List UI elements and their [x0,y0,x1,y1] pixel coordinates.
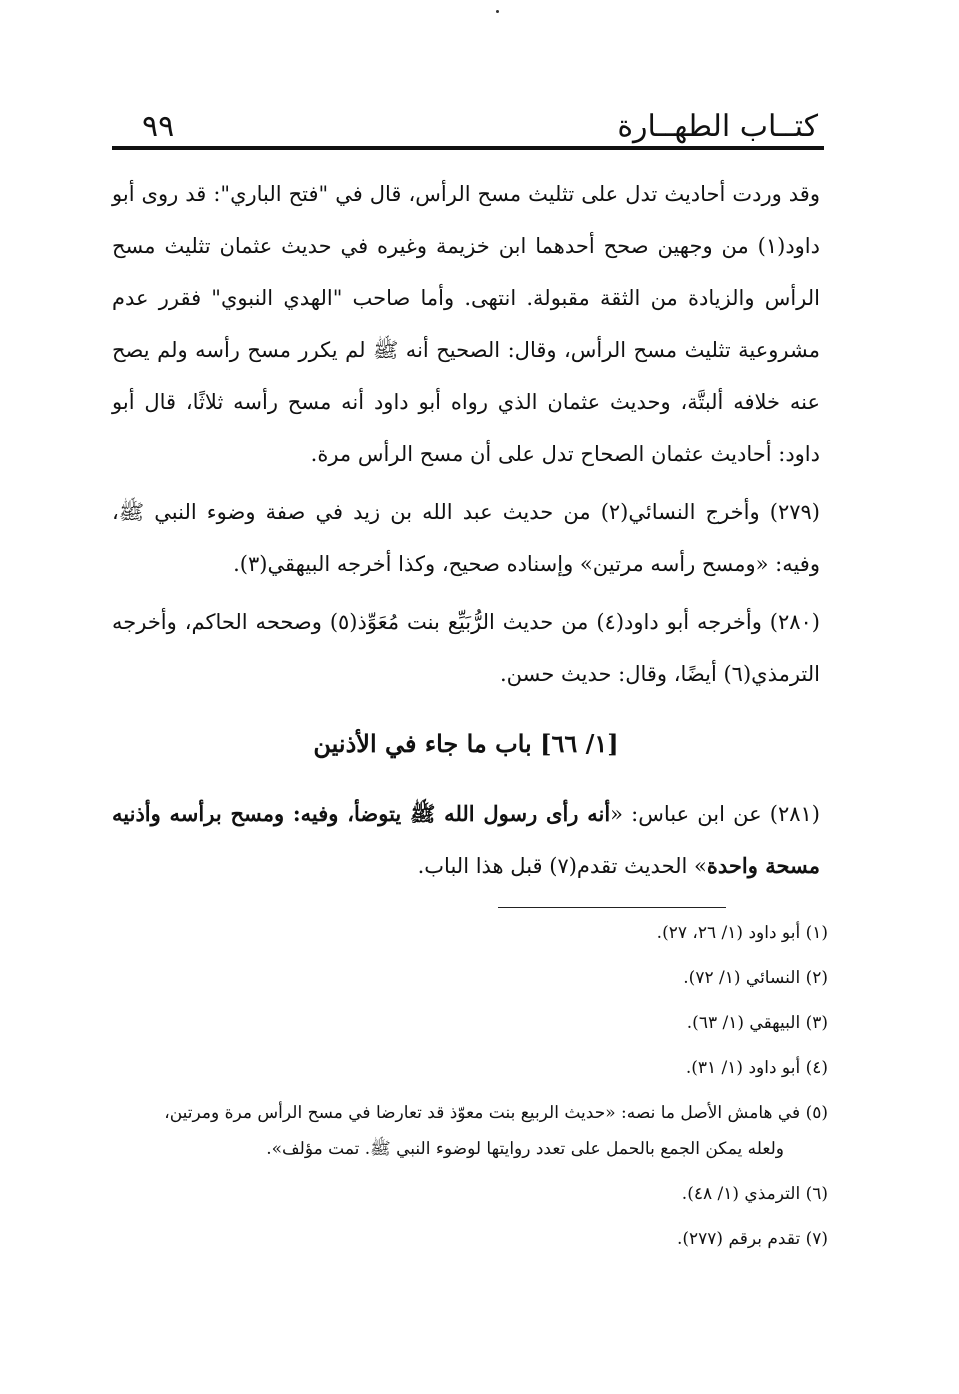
scan-dot [496,10,499,13]
footnote-2: (٢) النسائي (١/ ٧٢). [683,968,828,988]
paragraph-281-quote: أنه رأى رسول الله ﷺ يتوضأ، وفيه: ومسح برأسه وأذنيه مسحة واحدة [112,801,820,878]
footnote-5-line-1: (٥) في هامش الأصل ما نصه: «حديث الربيع بنت معوّذ قد تعارضا في مسح الرأس مرة ومرتين، [164,1103,828,1123]
footnote-7: (٧) تقدم برقم (٢٧٧). [676,1229,828,1249]
paragraph-281-lead: (٢٨١) عن ابن عباس: « [610,802,820,826]
footnote-4: (٤) أبو داود (١/ ٣١). [685,1058,828,1078]
running-header [112,100,824,150]
paragraph-281-tail: » الحديث تقدم(٧) قبل هذا الباب. [417,854,707,878]
footnote-divider [498,907,726,908]
main-text [112,168,820,898]
footnote-5 [116,1100,828,1162]
page-number: ٩٩ [142,109,175,144]
footnote-3: (٣) البيهقي (١/ ٦٣). [686,1013,828,1033]
paragraph-1: وقد وردت أحاديث تدل على تثليث مسح الرأس، قال في "فتح الباري": قد روى أبو داود(١) من وجهين صحح أحدهما ابن خزيمة وغيره في حديث عثمان تثليث مسح الرأس والزيادة من الثقة مقبولة. انتهى. وأما صاحب "الهدي النبوي" فقرر عدم مشروعية تثليث مسح الرأس، وقال: الصحيح أنه ﷺ لم يكرر مسح رأسه ولم يصح عنه خلافه ألبتَّة، وحديث عثمان الذي رواه أبو داود أنه مسح رأسه ثلاثًا، قال أبو داود: أحاديث عثمان الصحاح تدل على أن مسح الرأس مرة. [112,182,820,466]
section-heading: [١/ ٦٦] باب ما جاء في الأذنين [313,729,619,758]
footnote-5-line-2: ولعله يمكن الجمع بالحمل على تعدد روايتها لوضوء النبي ﷺ. تمت مؤلف». [266,1139,784,1159]
paragraph-281 [112,788,820,892]
paragraph-279: (٢٧٩) وأخرج النسائي(٢) من حديث عبد الله بن زيد في صفة وضوء النبي ﷺ، وفيه: «ومسح رأسه مرتين» وإسناده صحيح، وكذا أخرجه البيهقي(٣). [112,500,820,576]
paragraph-280: (٢٨٠) وأخرجه أبو داود(٤) من حديث الرُّبَيِّع بنت مُعَوِّذ(٥) وصححه الحاكم، وأخرجه الترمذي(٦) أيضًا، وقال: حديث حسن. [112,610,820,686]
footnote-1: (١) أبو داود (١/ ٢٦، ٢٧). [656,923,828,943]
chapter-title: كتــاب الطهــارة [617,109,818,144]
footnote-6: (٦) الترمذي (١/ ٤٨). [681,1184,828,1204]
footnotes [116,920,828,1271]
